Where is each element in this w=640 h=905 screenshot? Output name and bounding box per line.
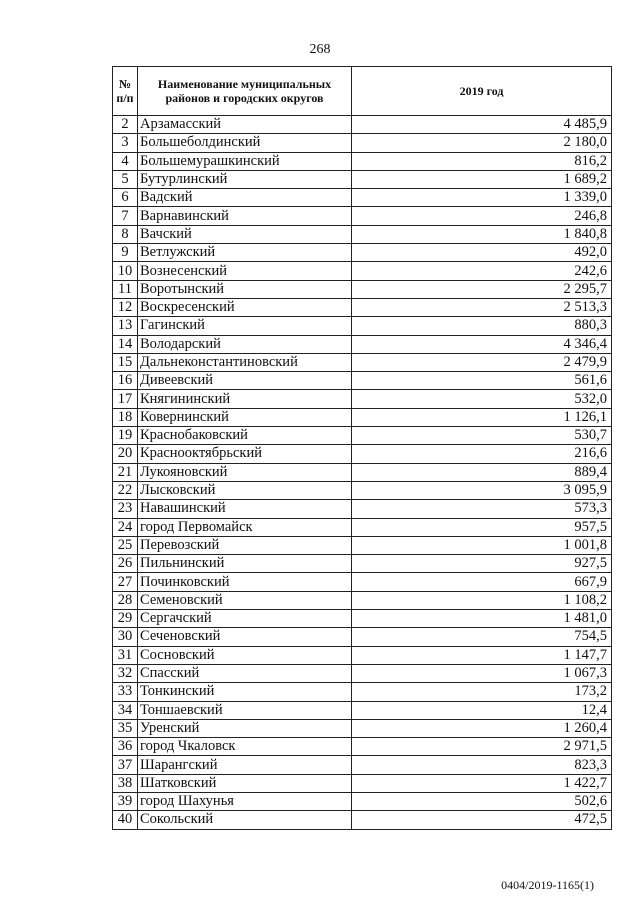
district-name: Княгининский xyxy=(138,390,352,408)
district-name: Вадский xyxy=(138,189,352,207)
table-row xyxy=(113,390,612,408)
row-value: 1 067,3 xyxy=(352,664,612,682)
row-number: 24 xyxy=(113,518,138,536)
row-number: 18 xyxy=(113,408,138,426)
district-name: Сокольский xyxy=(138,811,352,829)
row-number: 8 xyxy=(113,225,138,243)
table-row xyxy=(113,756,612,774)
table-row xyxy=(113,408,612,426)
table-row xyxy=(113,774,612,792)
table-header-row xyxy=(113,67,612,116)
district-name: Гагинский xyxy=(138,317,352,335)
table-row xyxy=(113,518,612,536)
document-code: 0404/2019-1165(1) xyxy=(501,878,594,892)
row-number: 2 xyxy=(113,116,138,134)
district-name: Починковский xyxy=(138,573,352,591)
table-row xyxy=(113,555,612,573)
district-name: Дальнеконстантиновский xyxy=(138,353,352,371)
row-value: 216,6 xyxy=(352,445,612,463)
district-name: Воскресенский xyxy=(138,298,352,316)
table-row xyxy=(113,536,612,554)
row-number: 17 xyxy=(113,390,138,408)
row-value: 3 095,9 xyxy=(352,481,612,499)
row-value: 1 481,0 xyxy=(352,610,612,628)
row-value: 1 126,1 xyxy=(352,408,612,426)
row-value: 2 513,3 xyxy=(352,298,612,316)
row-value: 1 840,8 xyxy=(352,225,612,243)
table-row xyxy=(113,116,612,134)
row-number: 20 xyxy=(113,445,138,463)
row-value: 816,2 xyxy=(352,152,612,170)
row-value: 242,6 xyxy=(352,262,612,280)
table-row xyxy=(113,170,612,188)
district-name: Сосновский xyxy=(138,646,352,664)
row-value: 880,3 xyxy=(352,317,612,335)
row-number: 33 xyxy=(113,683,138,701)
table-row xyxy=(113,353,612,371)
row-value: 1 001,8 xyxy=(352,536,612,554)
table-row xyxy=(113,207,612,225)
header-number: № п/п xyxy=(113,67,138,116)
row-number: 14 xyxy=(113,335,138,353)
table-row xyxy=(113,573,612,591)
row-number: 28 xyxy=(113,591,138,609)
table-row xyxy=(113,610,612,628)
row-value: 1 689,2 xyxy=(352,170,612,188)
row-number: 5 xyxy=(113,170,138,188)
row-value: 2 180,0 xyxy=(352,134,612,152)
row-number: 35 xyxy=(113,719,138,737)
district-name: Ветлужский xyxy=(138,244,352,262)
row-number: 16 xyxy=(113,372,138,390)
row-number: 34 xyxy=(113,701,138,719)
row-number: 37 xyxy=(113,756,138,774)
row-value: 2 971,5 xyxy=(352,738,612,756)
district-name: Сергачский xyxy=(138,610,352,628)
row-value: 957,5 xyxy=(352,518,612,536)
district-name: Володарский xyxy=(138,335,352,353)
district-name: Уренский xyxy=(138,719,352,737)
district-name: Краснобаковский xyxy=(138,427,352,445)
row-value: 532,0 xyxy=(352,390,612,408)
table-row xyxy=(113,738,612,756)
table-row xyxy=(113,189,612,207)
row-number: 39 xyxy=(113,792,138,810)
district-name: Варнавинский xyxy=(138,207,352,225)
row-value: 823,3 xyxy=(352,756,612,774)
table-row xyxy=(113,152,612,170)
row-number: 38 xyxy=(113,774,138,792)
budget-table xyxy=(112,66,612,830)
district-name: город Шахунья xyxy=(138,792,352,810)
table-row xyxy=(113,317,612,335)
row-value: 4 485,9 xyxy=(352,116,612,134)
row-number: 26 xyxy=(113,555,138,573)
table-body xyxy=(113,116,612,830)
district-name: Арзамасский xyxy=(138,116,352,134)
row-number: 30 xyxy=(113,628,138,646)
district-name: Вачский xyxy=(138,225,352,243)
table-row xyxy=(113,244,612,262)
table-row xyxy=(113,683,612,701)
row-value: 12,4 xyxy=(352,701,612,719)
row-value: 1 147,7 xyxy=(352,646,612,664)
table-row xyxy=(113,134,612,152)
district-name: Бутурлинский xyxy=(138,170,352,188)
district-name: Шатковский xyxy=(138,774,352,792)
table-row xyxy=(113,280,612,298)
row-value: 4 346,4 xyxy=(352,335,612,353)
row-number: 13 xyxy=(113,317,138,335)
table-row xyxy=(113,463,612,481)
row-number: 31 xyxy=(113,646,138,664)
header-year: 2019 год xyxy=(352,67,612,116)
district-name: Большемурашкинский xyxy=(138,152,352,170)
district-name: Спасский xyxy=(138,664,352,682)
row-value: 889,4 xyxy=(352,463,612,481)
row-value: 502,6 xyxy=(352,792,612,810)
row-number: 32 xyxy=(113,664,138,682)
district-name: Лукояновский xyxy=(138,463,352,481)
row-value: 2 479,9 xyxy=(352,353,612,371)
row-number: 15 xyxy=(113,353,138,371)
row-number: 22 xyxy=(113,481,138,499)
row-value: 1 339,0 xyxy=(352,189,612,207)
district-name: Дивеевский xyxy=(138,372,352,390)
row-number: 23 xyxy=(113,500,138,518)
row-value: 246,8 xyxy=(352,207,612,225)
district-name: Вознесенский xyxy=(138,262,352,280)
table-row xyxy=(113,811,612,829)
table-row xyxy=(113,701,612,719)
row-value: 561,6 xyxy=(352,372,612,390)
table-row xyxy=(113,500,612,518)
row-value: 173,2 xyxy=(352,683,612,701)
district-name: Ковернинский xyxy=(138,408,352,426)
district-name: Краснооктябрьский xyxy=(138,445,352,463)
row-value: 2 295,7 xyxy=(352,280,612,298)
table-row xyxy=(113,445,612,463)
row-number: 9 xyxy=(113,244,138,262)
district-name: Навашинский xyxy=(138,500,352,518)
header-name: Наименование муниципальных районов и городских округов xyxy=(138,67,352,116)
district-name: Тоншаевский xyxy=(138,701,352,719)
row-number: 19 xyxy=(113,427,138,445)
row-value: 530,7 xyxy=(352,427,612,445)
table-row xyxy=(113,335,612,353)
table-row xyxy=(113,481,612,499)
district-name: Пильнинский xyxy=(138,555,352,573)
row-number: 12 xyxy=(113,298,138,316)
district-name: Лысковский xyxy=(138,481,352,499)
page-number: 268 xyxy=(309,42,331,57)
row-number: 29 xyxy=(113,610,138,628)
row-value: 1 422,7 xyxy=(352,774,612,792)
row-number: 27 xyxy=(113,573,138,591)
table-row xyxy=(113,591,612,609)
row-number: 21 xyxy=(113,463,138,481)
district-name: Воротынский xyxy=(138,280,352,298)
district-name: Перевозский xyxy=(138,536,352,554)
table-row xyxy=(113,225,612,243)
district-name: город Чкаловск xyxy=(138,738,352,756)
table-row xyxy=(113,792,612,810)
row-number: 10 xyxy=(113,262,138,280)
district-name: Большеболдинский xyxy=(138,134,352,152)
district-name: Сеченовский xyxy=(138,628,352,646)
row-number: 3 xyxy=(113,134,138,152)
row-number: 25 xyxy=(113,536,138,554)
row-number: 6 xyxy=(113,189,138,207)
table-row xyxy=(113,664,612,682)
row-number: 11 xyxy=(113,280,138,298)
table-row xyxy=(113,427,612,445)
table-row xyxy=(113,719,612,737)
table-row xyxy=(113,628,612,646)
district-name: Семеновский xyxy=(138,591,352,609)
district-name: Тонкинский xyxy=(138,683,352,701)
table-row xyxy=(113,262,612,280)
row-value: 927,5 xyxy=(352,555,612,573)
table-row xyxy=(113,646,612,664)
row-value: 472,5 xyxy=(352,811,612,829)
row-number: 36 xyxy=(113,738,138,756)
row-value: 667,9 xyxy=(352,573,612,591)
district-name: Шарангский xyxy=(138,756,352,774)
row-number: 40 xyxy=(113,811,138,829)
row-value: 492,0 xyxy=(352,244,612,262)
row-value: 1 260,4 xyxy=(352,719,612,737)
row-number: 4 xyxy=(113,152,138,170)
row-number: 7 xyxy=(113,207,138,225)
row-value: 1 108,2 xyxy=(352,591,612,609)
district-name: город Первомайск xyxy=(138,518,352,536)
table-row xyxy=(113,298,612,316)
row-value: 573,3 xyxy=(352,500,612,518)
row-value: 754,5 xyxy=(352,628,612,646)
table-row xyxy=(113,372,612,390)
